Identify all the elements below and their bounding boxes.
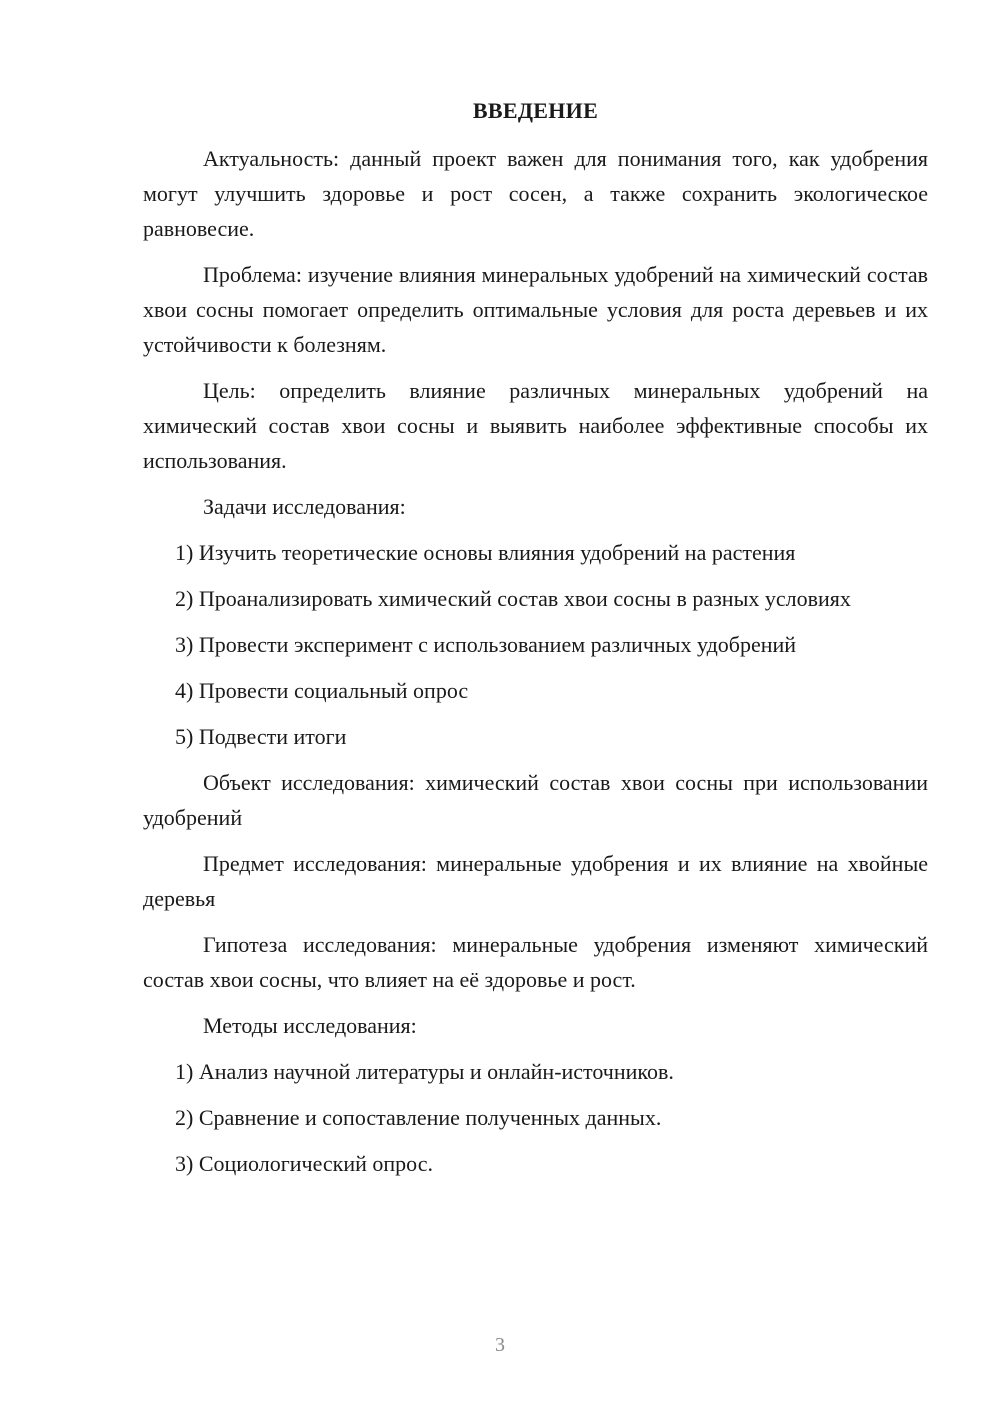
task-item: 2) Проанализировать химический состав хвои сосны в разных условиях — [175, 586, 851, 611]
task-item: 5) Подвести итоги — [175, 724, 347, 749]
method-item: 1) Анализ научной литературы и онлайн-источников. — [175, 1059, 674, 1084]
object-paragraph: Объект исследования: химический состав хвои сосны при использовании удобрений — [143, 770, 928, 830]
method-item: 2) Сравнение и сопоставление полученных данных. — [175, 1105, 662, 1130]
method-item: 3) Социологический опрос. — [175, 1151, 433, 1176]
goal-paragraph: Цель: определить влияние различных минеральных удобрений на химический состав хвои сосны и выявить наиболее эффективные способы их использования. — [143, 378, 928, 473]
methods-list — [143, 1054, 928, 1181]
task-item: 3) Провести эксперимент с использованием различных удобрений — [175, 632, 797, 657]
section-heading: ВВЕДЕНИЕ — [472, 98, 599, 123]
hypothesis-paragraph: Гипотеза исследования: минеральные удобрения изменяют химический состав хвои сосны, что влияет на её здоровье и рост. — [143, 932, 928, 992]
page-content — [143, 96, 928, 1181]
relevance-paragraph: Актуальность: данный проект важен для понимания того, как удобрения могут улучшить здоровье и рост сосен, а также сохранить экологическое равновесие. — [143, 146, 928, 241]
methods-title: Методы исследования: — [203, 1013, 417, 1038]
subject-paragraph: Предмет исследования: минеральные удобрения и их влияние на хвойные деревья — [143, 851, 928, 911]
tasks-list — [143, 535, 928, 754]
page-number: 3 — [495, 1334, 505, 1356]
problem-paragraph: Проблема: изучение влияния минеральных удобрений на химический состав хвои сосны помогает определить оптимальные условия для роста деревьев и их устойчивости к болезням. — [143, 262, 928, 357]
tasks-title: Задачи исследования: — [203, 494, 406, 519]
task-item: 1) Изучить теоретические основы влияния удобрений на растения — [175, 540, 796, 565]
task-item: 4) Провести социальный опрос — [175, 678, 469, 703]
